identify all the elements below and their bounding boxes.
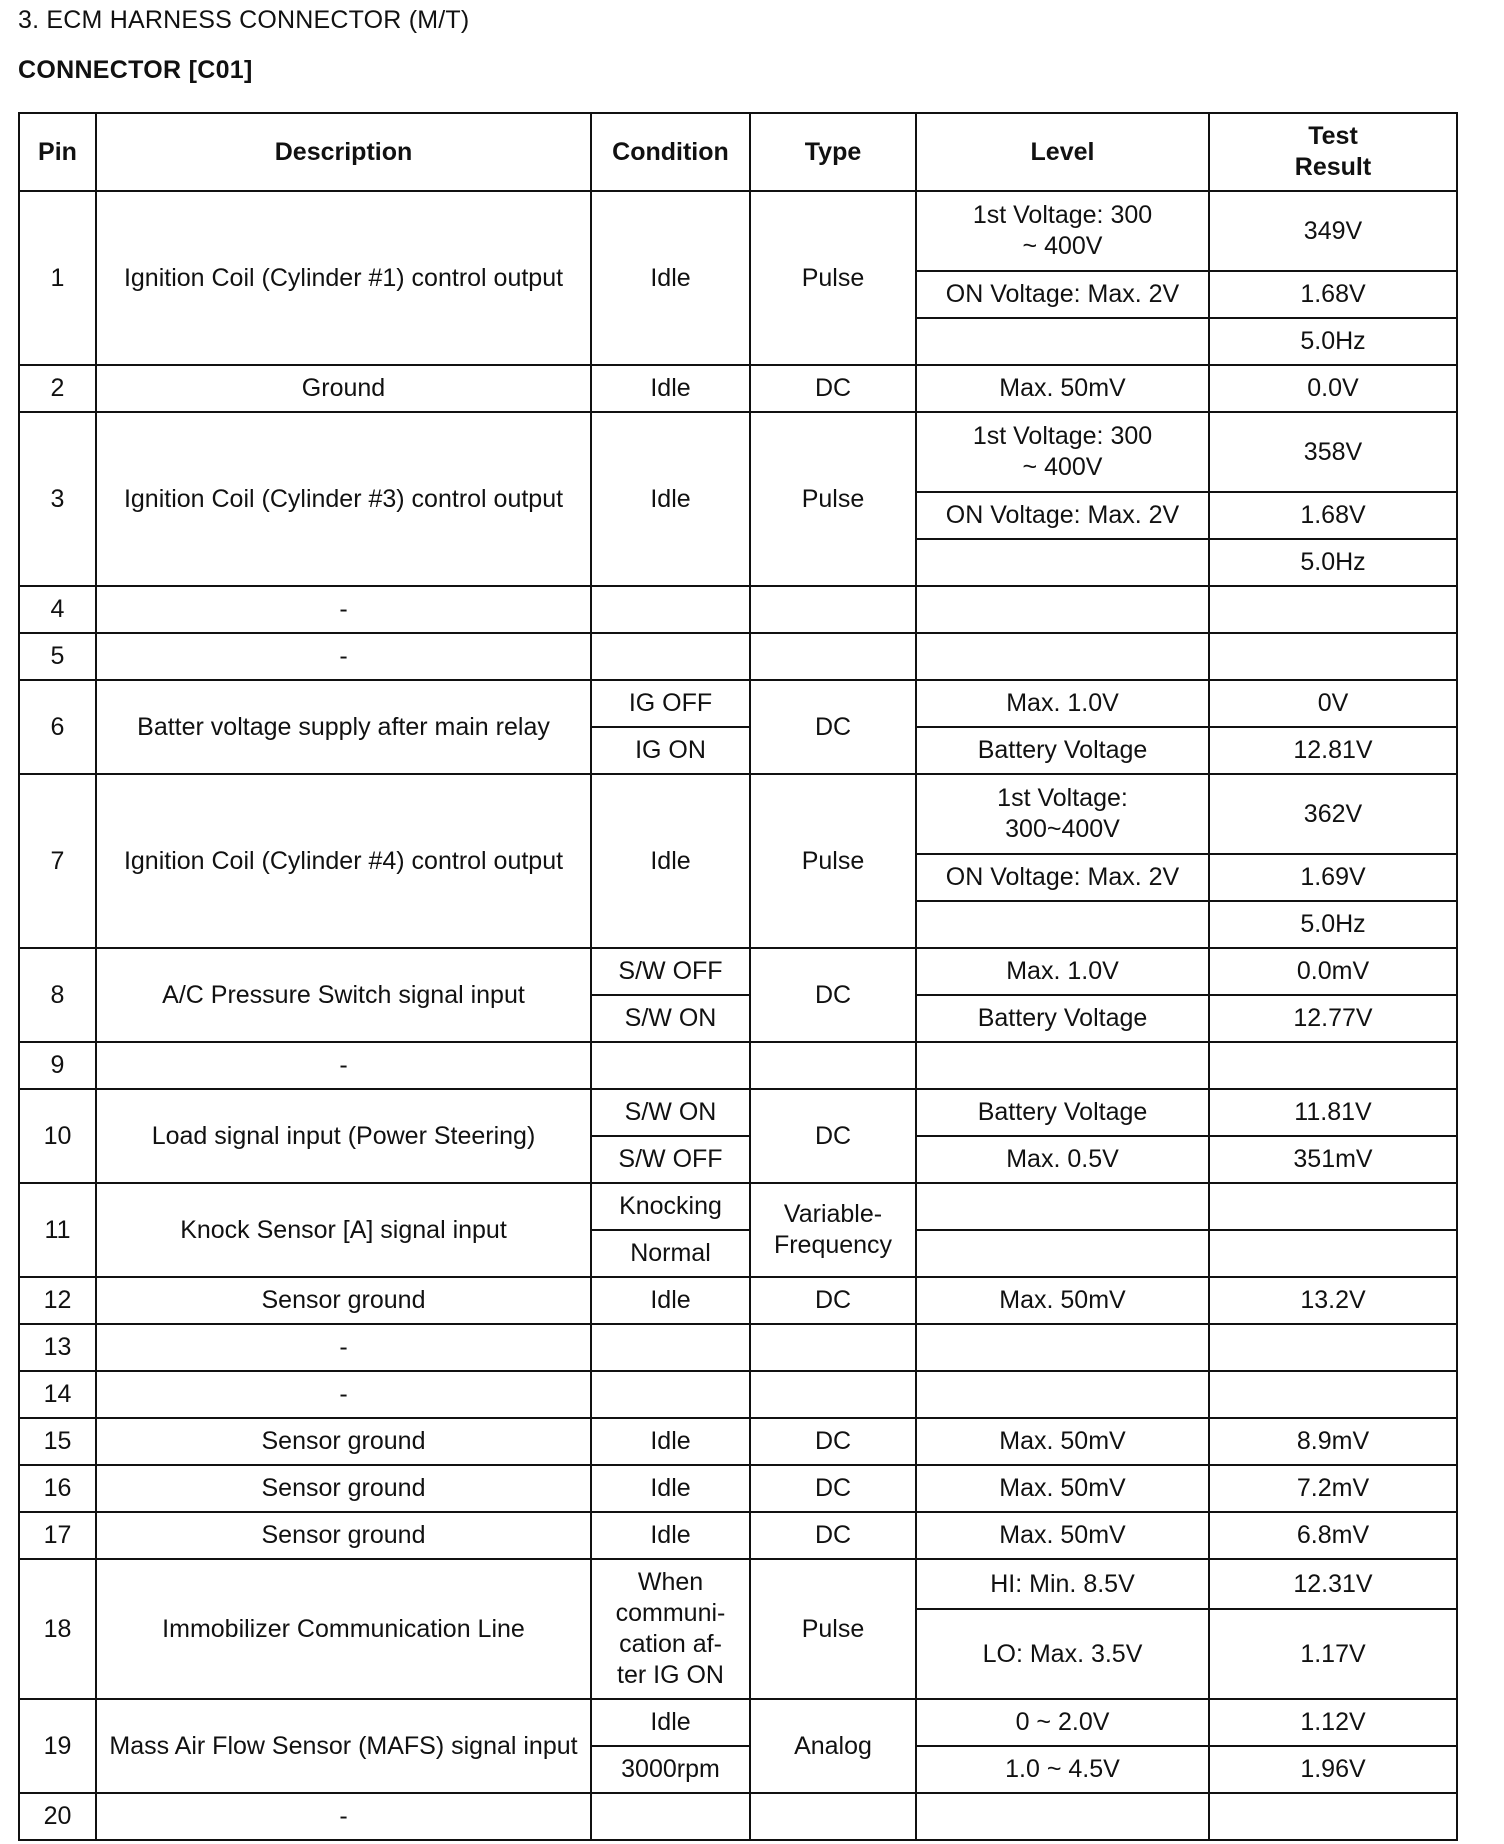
pin-number: 14 [19,1371,96,1418]
pin-level: 1st Voltage: 300 ~ 400V [916,191,1209,271]
section-title: 3. ECM HARNESS CONNECTOR (M/T) [18,6,470,34]
pin-condition: Idle [591,365,750,412]
pin-result: 349V [1209,191,1457,271]
pin-description: - [96,633,591,680]
pin-type: DC [750,1277,916,1324]
connector-title: CONNECTOR [C01] [18,56,253,84]
table-row [19,774,1457,854]
pin-description: Batter voltage supply after main relay [96,680,591,774]
pin-result: 0V [1209,680,1457,727]
pin-level [916,633,1209,680]
pin-level: ON Voltage: Max. 2V [916,854,1209,901]
pin-result: 362V [1209,774,1457,854]
pin-number: 10 [19,1089,96,1183]
pin-result: 11.81V [1209,1089,1457,1136]
pin-condition: Idle [591,1699,750,1746]
pin-level [916,539,1209,586]
pin-number: 19 [19,1699,96,1793]
pin-description: Sensor ground [96,1512,591,1559]
pin-result: 12.81V [1209,727,1457,774]
pin-condition: S/W ON [591,1089,750,1136]
pin-level: Max. 1.0V [916,680,1209,727]
pin-level: LO: Max. 3.5V [916,1609,1209,1699]
pin-number: 5 [19,633,96,680]
pin-number: 16 [19,1465,96,1512]
pin-description: Sensor ground [96,1277,591,1324]
pin-condition: Idle [591,1418,750,1465]
pin-number: 6 [19,680,96,774]
pin-type [750,1042,916,1089]
pin-type [750,633,916,680]
pin-result: 0.0V [1209,365,1457,412]
table-row [19,191,1457,271]
pin-condition: 3000rpm [591,1746,750,1793]
table-row [19,1699,1457,1746]
pin-level [916,1371,1209,1418]
pin-condition [591,1371,750,1418]
pin-type [750,1371,916,1418]
pin-result: 1.68V [1209,271,1457,318]
pin-result [1209,1371,1457,1418]
pin-type: Pulse [750,191,916,365]
pin-level: Max. 1.0V [916,948,1209,995]
pin-level: Max. 50mV [916,1277,1209,1324]
table-row [19,633,1457,680]
pin-result: 358V [1209,412,1457,492]
pin-description: Immobilizer Communication Line [96,1559,591,1699]
table-row [19,1418,1457,1465]
pin-type: Variable-Frequency [750,1183,916,1277]
pin-level: Max. 50mV [916,365,1209,412]
pin-description: - [96,1042,591,1089]
pin-level: Max. 0.5V [916,1136,1209,1183]
pin-level: Max. 50mV [916,1512,1209,1559]
pin-description: Load signal input (Power Steering) [96,1089,591,1183]
pin-result [1209,633,1457,680]
header-level: Level [916,113,1209,191]
pin-number: 4 [19,586,96,633]
pin-condition [591,586,750,633]
pin-result: 7.2mV [1209,1465,1457,1512]
pin-description: Ignition Coil (Cylinder #3) control output [96,412,591,586]
pin-type: Pulse [750,1559,916,1699]
pin-description: Ignition Coil (Cylinder #4) control output [96,774,591,948]
pin-result: 1.17V [1209,1609,1457,1699]
pin-number: 9 [19,1042,96,1089]
pin-type [750,1324,916,1371]
pin-result: 1.68V [1209,492,1457,539]
pin-result: 351mV [1209,1136,1457,1183]
pin-level [916,1793,1209,1840]
pin-result: 0.0mV [1209,948,1457,995]
table-row [19,1465,1457,1512]
pin-description: Ignition Coil (Cylinder #1) control output [96,191,591,365]
pin-result [1209,1183,1457,1230]
pin-result [1209,1230,1457,1277]
pin-description: - [96,586,591,633]
pin-description: - [96,1371,591,1418]
pin-level: Max. 50mV [916,1465,1209,1512]
pin-number: 18 [19,1559,96,1699]
pin-type: Analog [750,1699,916,1793]
pin-type: DC [750,1418,916,1465]
pin-number: 17 [19,1512,96,1559]
pin-condition: Idle [591,191,750,365]
pin-number: 12 [19,1277,96,1324]
pin-number: 20 [19,1793,96,1840]
pin-level: 0 ~ 2.0V [916,1699,1209,1746]
pin-number: 3 [19,412,96,586]
pin-result: 6.8mV [1209,1512,1457,1559]
pin-number: 1 [19,191,96,365]
pin-type: Pulse [750,774,916,948]
pin-condition: Idle [591,1512,750,1559]
pin-condition [591,1324,750,1371]
table-row [19,412,1457,492]
pin-number: 7 [19,774,96,948]
pin-type: DC [750,365,916,412]
pin-number: 11 [19,1183,96,1277]
table-row [19,586,1457,633]
pin-type: DC [750,948,916,1042]
pin-number: 2 [19,365,96,412]
pin-type: DC [750,1089,916,1183]
pin-result [1209,1324,1457,1371]
pin-result: 12.77V [1209,995,1457,1042]
pin-result: 12.31V [1209,1559,1457,1609]
pin-condition: Idle [591,412,750,586]
pin-result: 5.0Hz [1209,901,1457,948]
pin-type: DC [750,1512,916,1559]
pin-condition: Knocking [591,1183,750,1230]
table-row [19,1324,1457,1371]
pin-condition [591,1793,750,1840]
pin-result: 5.0Hz [1209,539,1457,586]
header-test-result: Test Result [1209,113,1457,191]
pin-condition: Idle [591,1277,750,1324]
pin-level: ON Voltage: Max. 2V [916,492,1209,539]
pin-description: Ground [96,365,591,412]
pin-description: - [96,1324,591,1371]
table-row [19,1559,1457,1609]
table-row [19,1793,1457,1840]
pin-result [1209,1793,1457,1840]
pin-number: 8 [19,948,96,1042]
pin-condition: Idle [591,774,750,948]
pin-condition: IG ON [591,727,750,774]
pin-level: 1st Voltage: 300 ~ 400V [916,412,1209,492]
header-row [19,113,1457,191]
pin-condition: S/W OFF [591,1136,750,1183]
pin-description: Sensor ground [96,1465,591,1512]
header-pin: Pin [19,113,96,191]
pin-description: Mass Air Flow Sensor (MAFS) signal input [96,1699,591,1793]
harness-table [18,112,1458,1841]
table-row [19,1371,1457,1418]
pin-number: 13 [19,1324,96,1371]
pin-result: 1.12V [1209,1699,1457,1746]
table-row [19,680,1457,727]
pin-level: Max. 50mV [916,1418,1209,1465]
pin-condition: S/W OFF [591,948,750,995]
pin-type: DC [750,680,916,774]
pin-type [750,586,916,633]
pin-description: Sensor ground [96,1418,591,1465]
table-row [19,1277,1457,1324]
pin-level: Battery Voltage [916,727,1209,774]
pin-condition: IG OFF [591,680,750,727]
pin-type: DC [750,1465,916,1512]
pin-condition [591,1042,750,1089]
pin-level [916,1042,1209,1089]
pin-result [1209,1042,1457,1089]
pin-result: 13.2V [1209,1277,1457,1324]
pin-condition: S/W ON [591,995,750,1042]
pin-condition: Normal [591,1230,750,1277]
pin-level: HI: Min. 8.5V [916,1559,1209,1609]
table-row [19,1512,1457,1559]
table-row [19,1183,1457,1230]
header-description: Description [96,113,591,191]
pin-level: ON Voltage: Max. 2V [916,271,1209,318]
pin-condition: When communi-cation af-ter IG ON [591,1559,750,1699]
pin-level [916,586,1209,633]
pin-description: - [96,1793,591,1840]
pin-result: 5.0Hz [1209,318,1457,365]
pin-level: 1st Voltage: 300~400V [916,774,1209,854]
pin-condition [591,633,750,680]
pin-description: A/C Pressure Switch signal input [96,948,591,1042]
pin-number: 15 [19,1418,96,1465]
pin-result [1209,586,1457,633]
pin-description: Knock Sensor [A] signal input [96,1183,591,1277]
pin-condition: Idle [591,1465,750,1512]
pin-level [916,901,1209,948]
pin-level: Battery Voltage [916,995,1209,1042]
pin-result: 1.69V [1209,854,1457,901]
pin-level [916,318,1209,365]
pin-level: Battery Voltage [916,1089,1209,1136]
pin-result: 1.96V [1209,1746,1457,1793]
pin-result: 8.9mV [1209,1418,1457,1465]
header-condition: Condition [591,113,750,191]
header-type: Type [750,113,916,191]
table-row [19,1042,1457,1089]
pin-level: 1.0 ~ 4.5V [916,1746,1209,1793]
table-row [19,1089,1457,1136]
pin-type: Pulse [750,412,916,586]
pin-type [750,1793,916,1840]
table-row [19,948,1457,995]
table-row [19,365,1457,412]
pin-level [916,1324,1209,1371]
pin-level [916,1230,1209,1277]
pin-level [916,1183,1209,1230]
